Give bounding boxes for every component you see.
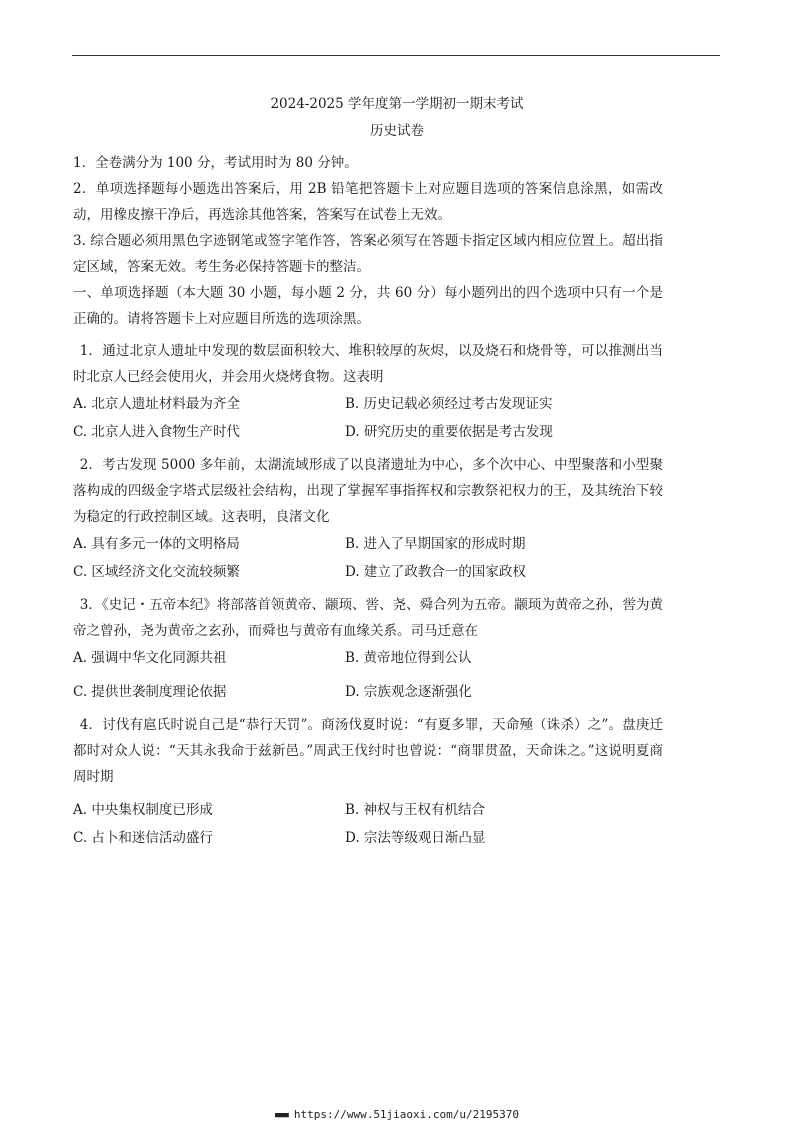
watermark-mark: ■■■■ [274,1111,288,1119]
option-c: C. 区域经济文化交流较频繁 [73,564,240,580]
instruction-2: 2．单项选择题每小题选出答案后，用 2B 铅笔把答题卡上对应题目选项的答案信息涂黑，如需改动，用橡皮擦干净后，再选涂其他答案，答案写在试卷上无效。 [73,181,663,223]
option-a: A. 强调中华文化同源共祖 [73,650,227,666]
exam-subtitle: 历史试卷 [370,123,424,139]
option-a: A. 具有多元一体的文明格局 [73,536,240,552]
question-1 [73,338,663,446]
option-c: C. 占卜和迷信活动盛行 [73,830,213,846]
options-list [73,644,663,706]
question-stem: 2．考古发现 5000 多年前，太湖流域形成了以良渚遗址为中心，多个次中心、中型聚落和小型聚落构成的四级金字塔式层级社会结构，出现了掌握军事指挥权和宗教祭祀权力的王，及其统治下较为稳定的行政控制区域。这表明，良渚文化 [73,457,663,525]
header-rule [72,55,720,56]
option-a: A. 北京人遗址材料最为齐全 [73,396,240,412]
option-b: B. 进入了早期国家的形成时期 [345,536,526,552]
section-heading: 一、单项选择题（本大题 30 小题，每小题 2 分，共 60 分）每小题列出的四个选项中只有一个是正确的。请将答题卡上对应题目所选的选项涂黑。 [73,285,663,327]
footer [0,1108,794,1121]
options-list [73,530,663,586]
footer-url[interactable]: https://www.51jiaoxi.com/u/2195370 [293,1108,520,1121]
option-b: B. 神权与王权有机结合 [345,802,486,818]
question-3 [73,592,663,706]
question-4 [73,712,663,852]
option-d: D. 宗族观念逐渐强化 [345,684,472,700]
option-d: D. 建立了政教合一的国家政权 [345,564,526,580]
options-list [73,390,663,446]
options-list [73,796,663,852]
instruction-1: 1．全卷满分为 100 分，考试用时为 80 分钟。 [73,155,358,171]
option-c: C. 北京人进入食物生产时代 [73,424,240,440]
exam-title: 2024-2025 学年度第一学期初一期末考试 [270,96,524,112]
question-stem: 4．讨伐有扈氏时说自己是“恭行天罚”。商汤伐夏时说：“有夏多罪，天命殛（诛杀）之”。盘庚迁都时对众人说：“天其永我命于兹新邑。”周武王伐纣时也曾说：“商罪贯盈，天命诛之。”这说明夏商周时期 [73,717,663,785]
exam-content [73,150,663,852]
question-stem: 3．《史记・五帝本纪》将部落首领黄帝、颛顼、喾、尧、舜合列为五帝。颛顼为黄帝之孙，喾为黄帝之曾孙，尧为黄帝之玄孙，而舜也与黄帝有血缘关系。司马迁意在 [73,597,663,639]
option-d: D. 研究历史的重要依据是考古发现 [345,424,553,440]
option-d: D. 宗法等级观日渐凸显 [345,830,486,846]
option-b: B. 历史记载必须经过考古发现证实 [345,396,553,412]
instruction-3: 3. 综合题必须用黑色字迹钢笔或签字笔作答，答案必须写在答题卡指定区域内相应位置上。超出指定区域，答案无效。考生务必保持答题卡的整洁。 [73,233,663,275]
option-c: C. 提供世袭制度理论依据 [73,684,227,700]
option-b: B. 黄帝地位得到公认 [345,650,472,666]
option-a: A. 中央集权制度已形成 [73,802,213,818]
question-2 [73,452,663,586]
question-stem: 1．通过北京人遗址中发现的数层面积较大、堆积较厚的灰烬，以及烧石和烧骨等，可以推测出当时北京人已经会使用火，并会用火烧烤食物。这表明 [73,343,663,385]
